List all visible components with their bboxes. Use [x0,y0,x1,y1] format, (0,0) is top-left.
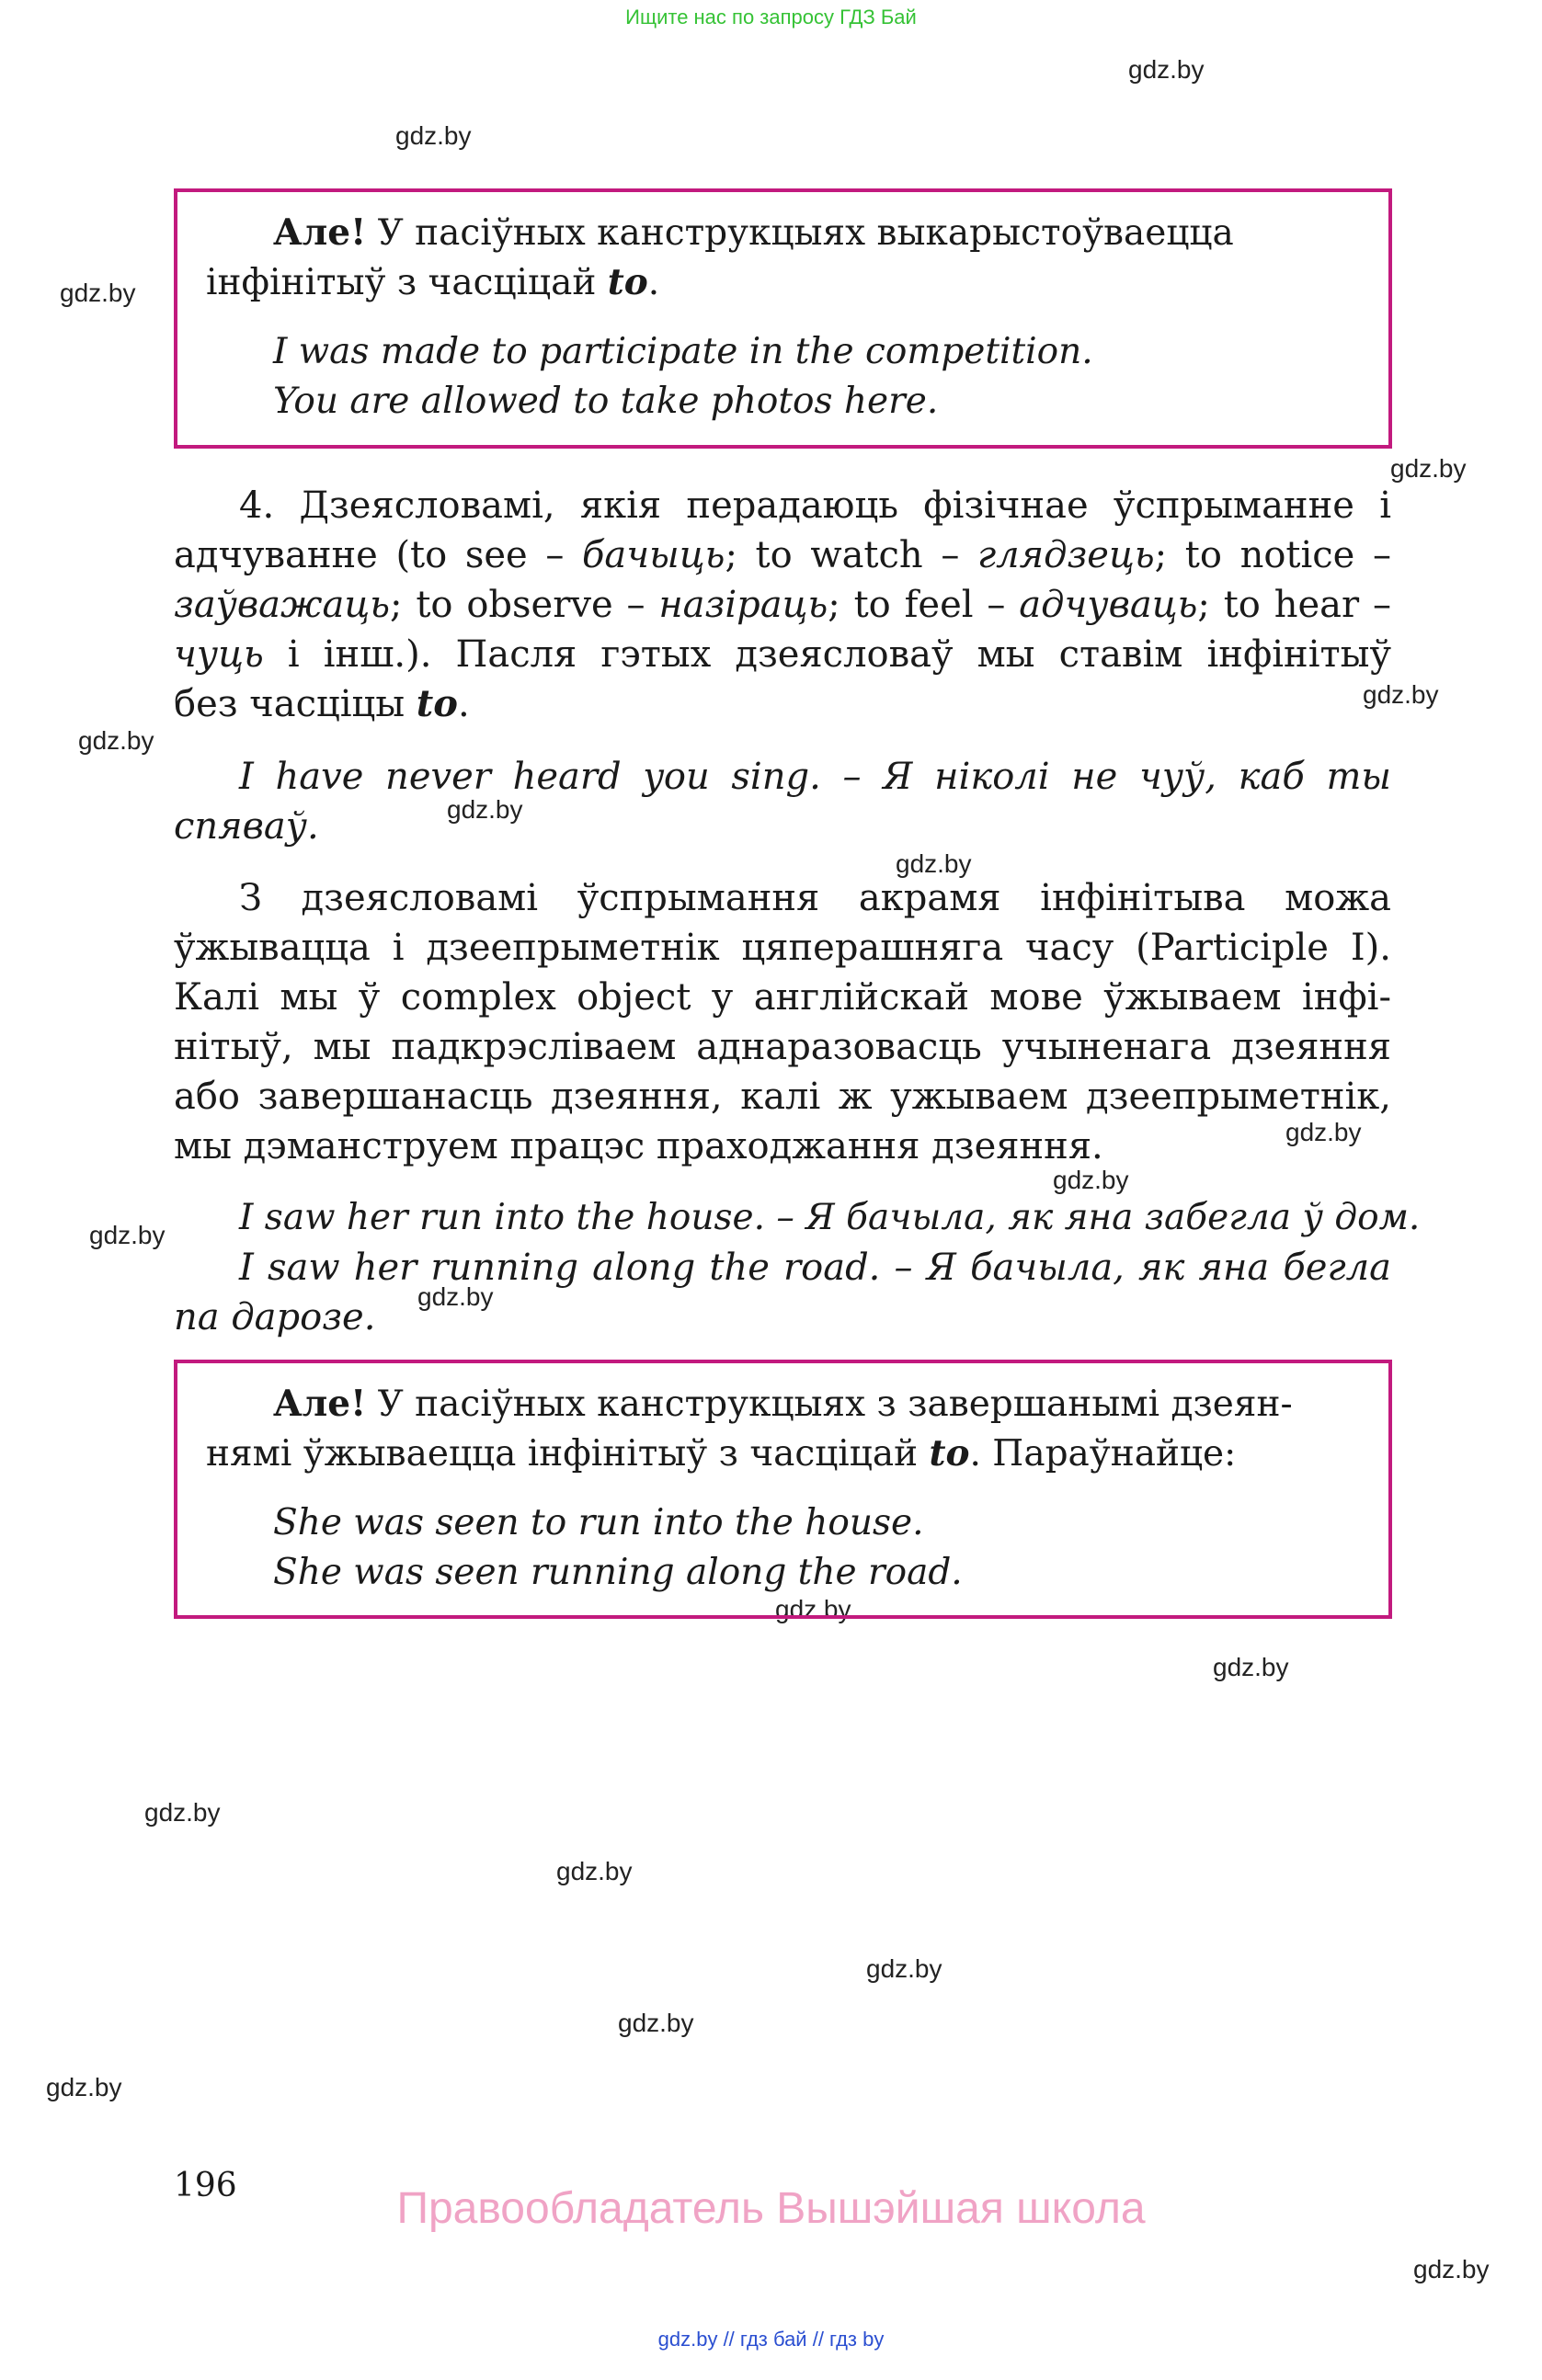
watermark: gdz.by [395,121,472,150]
box2-line-2: нямі ўжываецца інфінітыў з часціцай to. Параўнайце: [206,1432,1237,1475]
para4-example-line-2: спяваў. [174,805,319,848]
watermark: gdz.by [144,1798,221,1827]
para5-example-2-line-1: I saw her running along the road. – Я бачыла, як яна бегла [239,1247,1391,1289]
para5-line-3: Калі мы ў complex object у англійскай мове ўжываем інфі- [174,976,1391,1019]
box1-example-2: You are allowed to take photos here. [273,381,939,422]
watermark: gdz.by [1053,1166,1129,1194]
watermark: gdz.by [46,2073,122,2101]
watermark: gdz.by [417,1282,494,1311]
para4-line-2: адчуванне (to see – бачыць; to watch – глядзець; to notice – [174,534,1391,576]
box1-line-1: Але! У пасіўных канструкцыях выкарыстоўваецца [273,211,1234,254]
watermark: gdz.by [89,1221,166,1249]
box2-line-1: Але! У пасіўных канструкцыях з завершанымі дзеян- [273,1383,1293,1425]
box1-example-1: I was made to participate in the competition. [273,331,1093,372]
watermark: gdz.by [1413,2255,1490,2283]
rights-holder: Правообладатель Вышэйшая школа [396,2184,1146,2233]
para4-line-1: 4. Дзеясловамі, якія перадаюць фізічнае ўспрыманне і [239,484,1391,527]
watermark: gdz.by [60,279,136,307]
watermark: gdz.by [447,795,523,824]
watermark: gdz.by [1390,454,1467,483]
watermark: gdz.by [1363,680,1439,709]
watermark: gdz.by [1213,1653,1289,1681]
para4-line-4: чуць і інш.). Пасля гэтых дзеясловаў мы ставім інфінітыў [174,633,1391,676]
para4-example-line-1: I have never heard you sing. – Я ніколі не чуў, каб ты [239,756,1391,798]
watermark: gdz.by [1128,55,1205,84]
para5-line-6: мы дэманструем працэс праходжання дзеяння. [174,1125,1103,1167]
box1-line-2: інфінітыў з часціцай to. [206,261,660,303]
watermark: gdz.by [618,2009,694,2037]
para5-line-1: З дзеясловамі ўспрымання акрамя інфінітыва можа [239,877,1391,919]
para5-line-4: нітыў, мы падкрэсліваем аднаразовасць учыненага дзеяння [174,1026,1391,1068]
watermark: gdz.by [775,1595,851,1623]
watermark: gdz.by [1285,1118,1362,1146]
para5-line-5: або завершанасць дзеяння, калі ж ужываем дзеепрыметнік, [174,1076,1391,1118]
top-banner[interactable]: Ищите нас по запросу ГДЗ Бай [625,6,917,28]
para4-line-5: без часціцы to. [174,682,470,725]
para4-line-3: заўважаць; to observe – назіраць; to feel – адчуваць; to hear – [174,584,1391,626]
box2-example-1: She was seen to run into the house. [273,1502,924,1543]
page-number: 196 [174,2167,237,2204]
para5-example-2-line-2: па дарозе. [174,1296,376,1338]
para5-line-2: ўжывацца і дзеепрыметнік цяперашняга часу (Participle I). [174,927,1391,969]
box2-example-2: She was seen running along the road. [273,1552,963,1593]
para5-example-1: I saw her run into the house. – Я бачыла, як яна забегла ў дом. [239,1197,1421,1238]
box1-lead: Але! [273,211,367,254]
watermark: gdz.by [556,1857,633,1885]
watermark: gdz.by [78,726,154,755]
watermark: gdz.by [866,1954,942,1983]
footer-links[interactable]: gdz.by // гдз бай // гдз by [657,2328,885,2351]
box2-lead: Але! [273,1383,367,1425]
watermark: gdz.by [896,849,972,878]
